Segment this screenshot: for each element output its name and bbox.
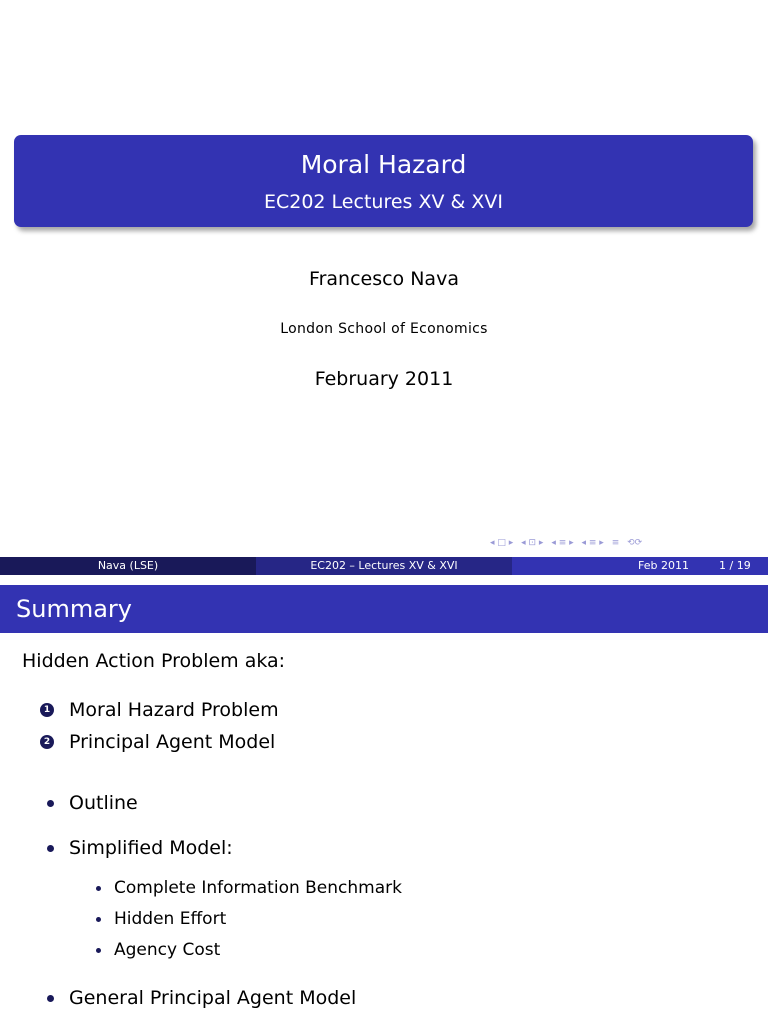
nav-search-icon[interactable]: ⟲⟳	[627, 538, 643, 548]
slide-title: Moral Hazard	[300, 150, 467, 179]
enum-number-icon: 1	[40, 703, 54, 717]
bullet-item	[47, 792, 138, 814]
enum-text: Principal Agent Model	[69, 731, 276, 753]
sub-bullet-text: Complete Information Benchmark	[114, 878, 402, 898]
footer-date: Feb 2011	[638, 559, 689, 572]
intro-text: Hidden Action Problem aka:	[22, 650, 286, 672]
bullet-icon	[47, 845, 54, 852]
enum-item	[40, 731, 275, 753]
title-block	[14, 135, 753, 227]
sub-bullet-icon	[96, 886, 101, 891]
sub-bullet-text: Agency Cost	[114, 940, 221, 960]
bullet-text: General Principal Agent Model	[69, 987, 357, 1009]
nav-toc-icon[interactable]: ≡	[611, 538, 620, 548]
enum-number-icon: 2	[40, 735, 54, 749]
frame-title: Summary	[0, 585, 768, 633]
footer-author: Nava (LSE)	[0, 557, 256, 575]
sub-bullet-text: Hidden Effort	[114, 909, 227, 929]
nav-frame-icon[interactable]: ◂ □ ▸	[490, 538, 514, 548]
summary-slide	[0, 575, 768, 1024]
bullet-text: Simplified Model:	[69, 837, 233, 859]
date: February 2011	[314, 368, 454, 390]
footer-page-number: 1 / 19	[719, 559, 751, 572]
enum-item	[40, 699, 279, 721]
slide-subtitle: EC202 Lectures XV & XVI	[263, 191, 503, 213]
nav-section-icon[interactable]: ◂ ≡ ▸	[551, 538, 574, 548]
author: Francesco Nava	[309, 268, 459, 290]
beamer-navigation	[490, 538, 762, 552]
enum-text: Moral Hazard Problem	[69, 699, 279, 721]
sub-bullet-item	[96, 878, 402, 898]
sub-bullet-icon	[96, 917, 101, 922]
nav-subsection-icon[interactable]: ◂ ⊡ ▸	[521, 538, 544, 548]
bullet-text: Outline	[69, 792, 138, 814]
sub-bullet-icon	[96, 948, 101, 953]
footer-date-page	[512, 557, 768, 575]
sub-bullet-item	[96, 909, 226, 929]
bullet-item	[47, 987, 356, 1009]
sub-bullet-item	[96, 940, 220, 960]
footline	[0, 557, 768, 575]
footer-title: EC202 – Lectures XV & XVI	[256, 557, 512, 575]
bullet-item	[47, 837, 233, 859]
bullet-icon	[47, 800, 54, 807]
nav-slide-icon[interactable]: ◂ ≡ ▸	[581, 538, 604, 548]
institution: London School of Economics	[280, 321, 488, 337]
bullet-icon	[47, 995, 54, 1002]
